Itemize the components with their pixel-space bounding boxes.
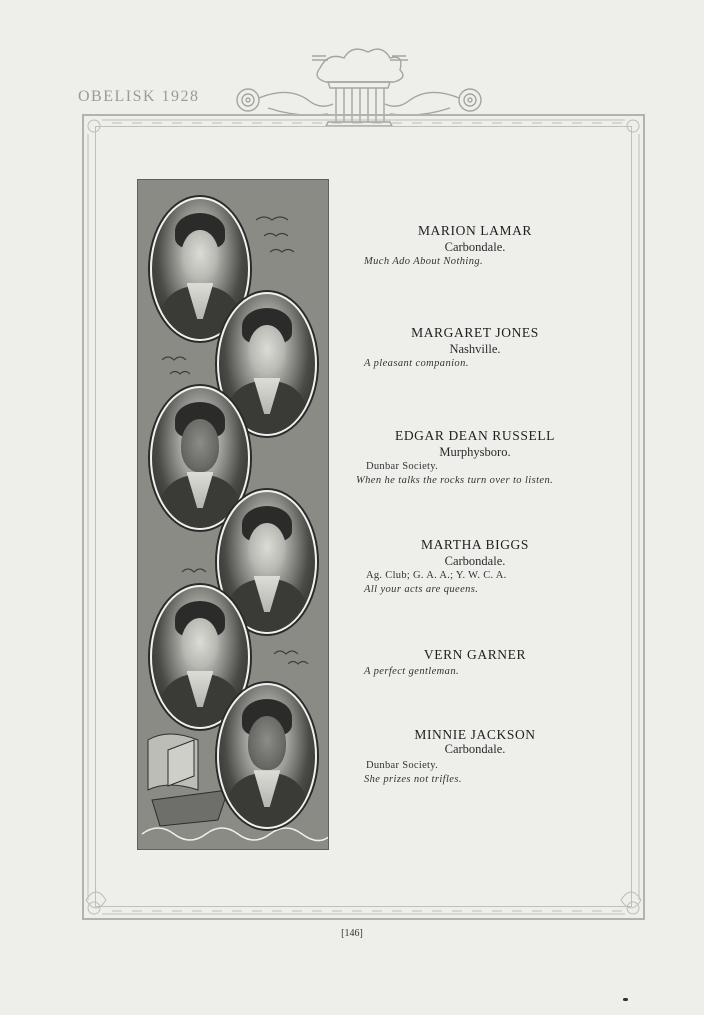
student-town: Carbondale. — [444, 554, 506, 568]
portrait-photo-6 — [217, 683, 317, 829]
student-name: MARTHA BIGGS — [420, 537, 530, 552]
student-entry — [350, 324, 600, 371]
page-header-title: OBELISK 1928 — [78, 88, 200, 105]
ink-smudge — [623, 998, 628, 1001]
student-town: Murphysboro. — [439, 445, 511, 459]
student-entry — [350, 646, 600, 679]
student-entry — [350, 536, 600, 597]
portrait-photo-strip — [137, 179, 329, 850]
student-town: Carbondale. — [444, 240, 506, 254]
student-quote: She prizes not trifles. — [364, 774, 462, 785]
student-town: Carbondale. — [444, 742, 506, 756]
student-activities: Ag. Club; G. A. A.; Y. W. C. A. — [366, 570, 507, 581]
student-town: Nashville. — [449, 342, 501, 356]
student-activities: Dunbar Society. — [366, 760, 439, 771]
student-quote: All your acts are queens. — [364, 584, 479, 595]
student-name: MINNIE JACKSON — [414, 727, 536, 742]
student-entry — [350, 222, 600, 269]
student-name: MARGARET JONES — [411, 325, 539, 340]
student-quote: A perfect gentleman. — [364, 666, 459, 677]
student-entry — [350, 427, 600, 488]
student-name: MARION LAMAR — [417, 223, 533, 238]
student-quote: A pleasant companion. — [364, 358, 469, 369]
student-activities: Dunbar Society. — [366, 461, 439, 472]
page-number: [146] — [341, 928, 363, 939]
student-quote: Much Ado About Nothing. — [364, 256, 484, 267]
student-quote: When he talks the rocks turn over to listen. — [356, 475, 554, 486]
student-entry — [350, 726, 600, 787]
student-name: EDGAR DEAN RUSSELL — [394, 428, 556, 443]
student-name: VERN GARNER — [423, 647, 527, 662]
